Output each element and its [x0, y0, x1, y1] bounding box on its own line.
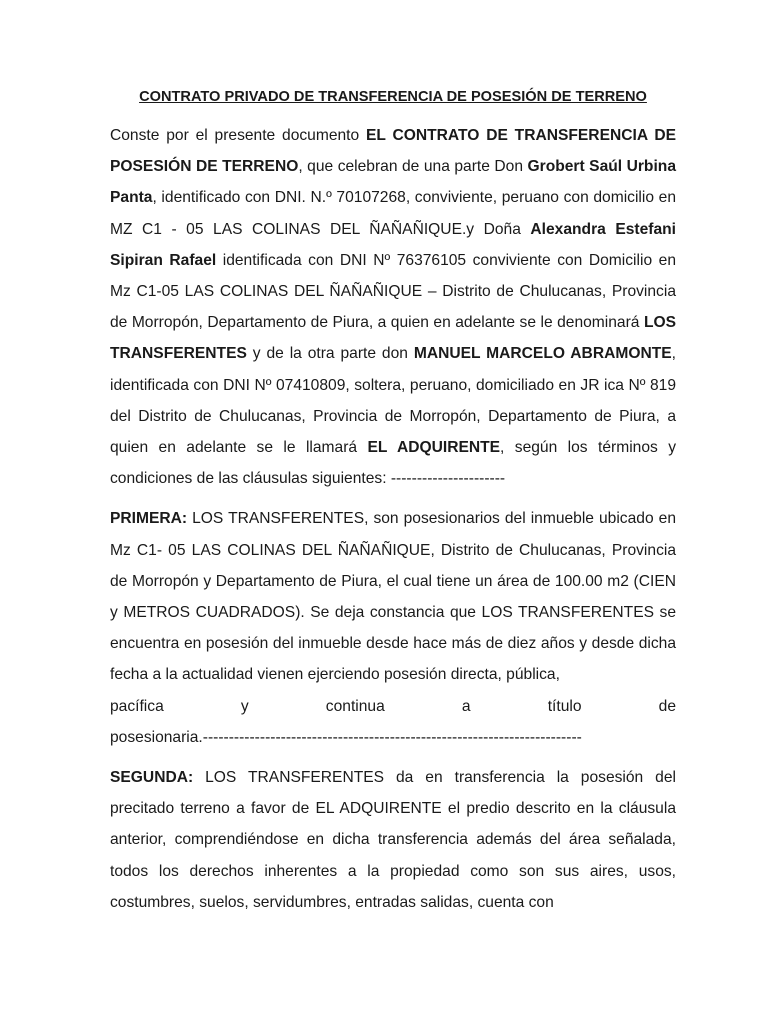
intro-text-7: , según los términos y condiciones de las cláusulas siguientes: ---------------------- — [110, 439, 676, 488]
spread-word: de — [658, 697, 676, 715]
clause-primera — [110, 503, 676, 690]
clause-segunda — [110, 762, 676, 918]
transferentes-label: LOS TRANSFERENTES — [110, 314, 676, 363]
party-name-2: Alexandra Estefani Sipiran Rafael — [110, 220, 676, 269]
clause-primera-label: PRIMERA: — [110, 510, 188, 528]
intro-text-3: , identificado con DNI. N.º 70107268, conviviente, peruano con domicilio en MZ C1 - 05 LAS COLINAS DEL ÑAÑAÑIQUE.y Doña — [110, 189, 676, 238]
intro-paragraph — [110, 120, 676, 494]
spread-word: a — [461, 697, 471, 715]
spread-word: pacífica — [110, 697, 164, 715]
clause-segunda-label: SEGUNDA: — [110, 769, 194, 787]
intro-text-2: , que celebran de una parte Don — [298, 158, 528, 176]
adquirente-label: EL ADQUIRENTE — [367, 439, 501, 457]
intro-text-1: Conste por el presente documento — [110, 127, 366, 144]
spread-word: continua — [325, 697, 385, 715]
spread-word: y — [240, 697, 249, 715]
spread-word: título — [547, 697, 582, 715]
contract-name: EL CONTRATO DE TRANSFERENCIA DE POSESIÓN DE TERRENO — [110, 127, 676, 176]
clause-segunda-text: LOS TRANSFERENTES da en transferencia la posesión del precitado terreno a favor de EL ADQUIRENTE el predio descrito en la cláusula anterior, comprendiéndose en dicha transferencia además del área señalada, todos los derechos inherentes a la propiedad como son sus aires, usos, costumbres, suelos, servidumbres, entradas salidas, cuenta con — [110, 769, 676, 911]
clause-primera-last-line: posesionaria.------------------------------------------------------------------------- — [110, 728, 582, 746]
clause-primera-spread-line — [110, 691, 676, 722]
intro-text-4: identificada con DNI Nº 76376105 conviviente con Domicilio en Mz C1-05 LAS COLINAS DEL ÑAÑAÑIQUE – Distrito de Chulucanas, Provincia de Morropón, Departamento de Piura, a quien en adelante se le denominará — [110, 251, 676, 332]
party-name-1: Grobert Saúl Urbina Panta — [110, 158, 676, 207]
intro-text-5: y de la otra parte don — [246, 345, 414, 363]
clause-primera-text: LOS TRANSFERENTES, son posesionarios del inmueble ubicado en Mz C1- 05 LAS COLINAS DEL ÑAÑAÑIQUE, Distrito de Chulucanas, Provincia de Morropón y Departamento de Piura, el cual tiene un área de 100.00 m2 (CIEN y METROS CUADRADOS). Se deja constancia que LOS TRANSFERENTES se encuentra en posesión del inmueble desde hace más de diez años y desde dicha fecha a la actualidad vienen ejerciendo posesión directa, pública, — [110, 510, 676, 684]
document-page — [110, 80, 676, 927]
document-title: CONTRATO PRIVADO DE TRANSFERENCIA DE POSESIÓN DE TERRENO — [139, 89, 647, 105]
party-name-3: MANUEL MARCELO ABRAMONTE — [413, 345, 672, 363]
intro-text-6: , identificada con DNI Nº 07410809, soltera, peruano, domiciliado en JR ica Nº 819 del Distrito de Chulucanas, Provincia de Morropón, Departamento de Piura, a quien en adelante se le llamará — [110, 345, 676, 457]
